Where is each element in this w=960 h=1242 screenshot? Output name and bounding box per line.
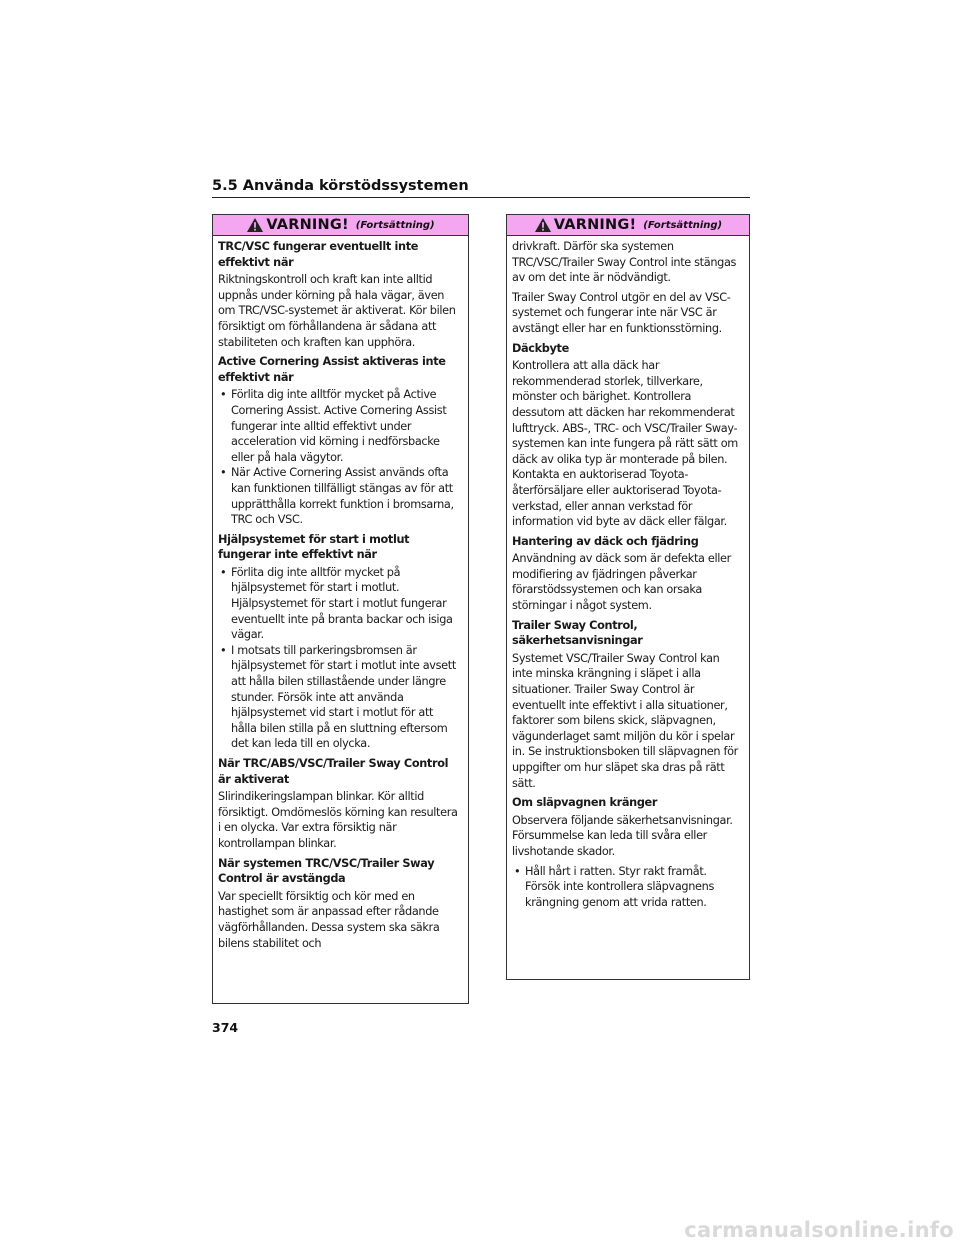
warning-body-right [507, 236, 749, 910]
subheading: Hjälpsystemet för start i motlut fungerar inte effektivt när [218, 532, 410, 562]
paragraph: Slirindikeringslampan blinkar. Kör alltid försiktigt. Omdömeslös körning kan resultera i en olycka. Var extra försiktig när kontrollampan blinkar. [218, 790, 458, 850]
subheading: Om släpvagnen kränger [512, 796, 658, 810]
paragraph: Var speciellt försiktig och kör med en hastighet som är anpassad efter rådande vägförhållanden. Dessa system ska säkra bilens stabilitet och [218, 889, 440, 950]
warning-box-right [506, 214, 750, 980]
list-item: • I motsats till parkeringsbromsen är hjälpsystemet för start i motlut inte avsett att hålla bilen stillastående under längre stunder. Försök inte att använda hjälpsystemet vid start i motlut för att hålla bilen stilla på en sluttning eftersom det kan leda till en olycka. [218, 643, 460, 752]
bullet-list [512, 864, 741, 911]
subheading: När TRC/ABS/VSC/Trailer Sway Control är aktiverat [218, 757, 449, 786]
warning-box-left [212, 214, 469, 1004]
paragraph: Användning av däck som är defekta eller modifiering av fjädringen påverkar förarstödssystemen och kan orsaka störningar i något system. [512, 552, 731, 613]
page-number: 374 [212, 1020, 239, 1035]
warning-title: VARNING! [553, 217, 637, 233]
paragraph: Systemet VSC/Trailer Sway Control kan inte minska krängning i släpet i alla situationer. Trailer Sway Control är eventuellt inte effektivt i alla situationer, faktorer som bilens skick, släpvagnen, vägunderlaget samt miljön du kör i spelar in. Se instruktionsboken till släpvagnen för uppgifter om hur släpet ska dras på rätt sätt. [512, 651, 738, 790]
warning-continued: (Fortsättning) [355, 219, 435, 231]
warning-continued: (Fortsättning) [643, 219, 723, 231]
subheading: Active Cornering Assist aktiveras inte effektivt när [218, 355, 446, 384]
paragraph: Trailer Sway Control utgör en del av VSC-systemet och fungerar inte när VSC är avstängt eller har en funktionsstörning. [512, 290, 731, 335]
paragraph: Riktningskontroll och kraft kan inte alltid uppnås under körning på hala vägar, även om TRC/VSC-systemet är aktiverat. Kör bilen försiktigt om förhållandena är sådana att stabiliteten och kraften kan upphöra. [218, 273, 456, 349]
subheading: Trailer Sway Control, säkerhetsanvisningar [512, 618, 643, 648]
bullet-list [218, 387, 460, 527]
watermark: carmanualsonline.info [684, 1218, 954, 1242]
warning-header [213, 215, 468, 236]
bullet-list [218, 565, 460, 752]
warning-triangle-icon [534, 217, 552, 233]
list-item: • När Active Cornering Assist används ofta kan funktionen tillfälligt stängas av för att upprätthålla korrekt funktion i bromsarna, TRC och VSC. [218, 465, 460, 527]
warning-body-left [213, 236, 468, 951]
subheading: TRC/VSC fungerar eventuellt inte effektivt när [218, 240, 419, 269]
paragraph: drivkraft. Därför ska systemen TRC/VSC/Trailer Sway Control inte stängas av om det inte är nödvändigt. [512, 240, 737, 285]
list-item: • Förlita dig inte alltför mycket på Active Cornering Assist. Active Cornering Assist fungerar inte alltid effektivt under acceleration vid körning i nedförsbacke eller på hala vägytor. [218, 387, 460, 465]
list-item: • Förlita dig inte alltför mycket på hjälpsystemet för start i motlut. Hjälpsystemet för start i motlut fungerar eventuellt inte på branta backar och isiga vägar. [218, 565, 460, 643]
warning-header [507, 215, 749, 236]
subheading: Hantering av däck och fjädring [512, 534, 699, 548]
subheading: När systemen TRC/VSC/Trailer Sway Control är avstängda [218, 856, 435, 886]
paragraph: Kontrollera att alla däck har rekommenderad storlek, tillverkare, mönster och bärighet. Kontrollera dessutom att däcken har rekommenderat lufttryck. ABS-, TRC- och VSC/Trailer Sway-systemen kan inte fungera på rätt sätt om däck av olika typ är monterade på bilen. Kontakta en auktoriserad Toyota-återförsäljare eller auktoriserad Toyota-verkstad, eller annan verkstad för information vid byte av däck eller fälgar. [512, 359, 738, 529]
section-title: 5.5 Använda körstödssystemen [212, 178, 750, 198]
list-item: • Håll hårt i ratten. Styr rakt framåt. Försök inte kontrollera släpvagnens krängning genom att vrida ratten. [512, 864, 741, 911]
subheading: Däckbyte [512, 341, 569, 355]
paragraph: Observera följande säkerhetsanvisningar. Försummelse kan leda till svåra eller livshotande skador. [512, 813, 733, 858]
warning-title: VARNING! [266, 217, 349, 233]
warning-triangle-icon [246, 217, 264, 233]
